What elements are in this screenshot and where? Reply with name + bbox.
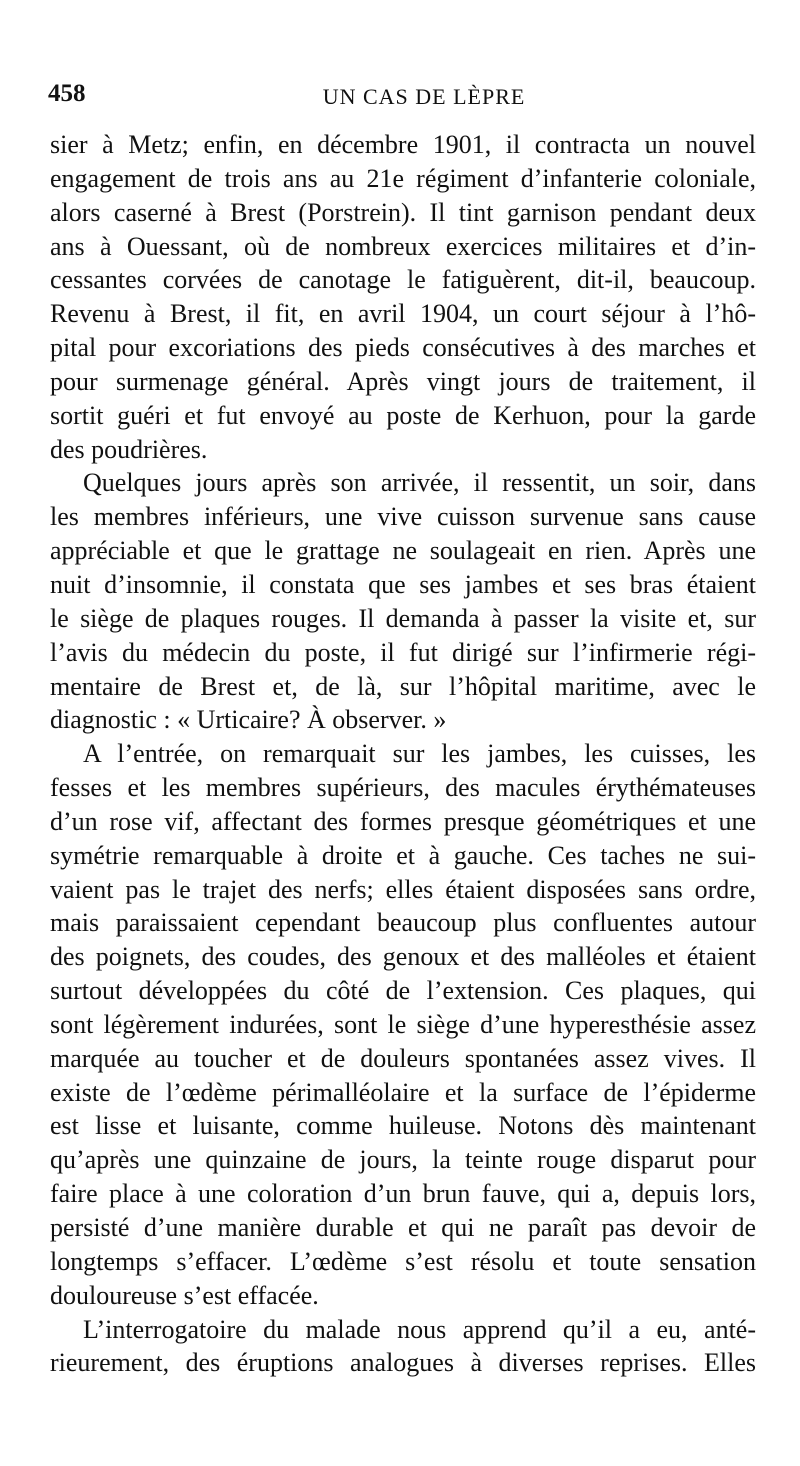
paragraph xyxy=(50,466,756,737)
text-line: le siège de plaques rouges. Il demanda à passer la visite et, sur xyxy=(50,603,756,633)
text-line: rieurement, des éruptions analogues à diverses reprises. Elles xyxy=(50,1348,756,1378)
text-line: marquée au toucher et de douleurs spontanées assez vives. Il xyxy=(50,1043,756,1073)
text-line: des poignets, des coudes, des genoux et des malléoles et étaient xyxy=(50,942,756,972)
body-text xyxy=(50,128,756,1380)
text-line: alors caserné à Brest (Porstrein). Il tint garnison pendant deux xyxy=(50,197,756,227)
text-line: des poudrières. xyxy=(50,434,208,464)
text-line: d’un rose vif, affectant des formes presque géométriques et une xyxy=(50,806,756,836)
text-line: A l’entrée, on remarquait sur les jambes, les cuisses, les xyxy=(83,739,756,769)
text-line: nuit d’insomnie, il constata que ses jambes et ses bras étaient xyxy=(50,569,756,599)
paragraph xyxy=(50,1313,756,1381)
text-line: l’avis du médecin du poste, il fut dirigé sur l’infirmerie régi- xyxy=(50,637,756,667)
text-line: vaient pas le trajet des nerfs; elles étaient disposées sans ordre, xyxy=(50,874,756,904)
text-line: pour surmenage général. Après vingt jours de traitement, il xyxy=(50,366,756,396)
text-line: mais paraissaient cependant beaucoup plus confluentes autour xyxy=(50,908,756,938)
text-line: surtout développées du côté de l’extension. Ces plaques, qui xyxy=(50,976,756,1006)
text-line: pital pour excoriations des pieds consécutives à des marches et xyxy=(50,333,756,363)
text-line: persisté d’une manière durable et qui ne paraît pas devoir de xyxy=(50,1213,756,1242)
text-line: les membres inférieurs, une vive cuisson survenue sans cause xyxy=(50,502,756,532)
page-number: 458 xyxy=(48,80,86,107)
text-line: sont légèrement indurées, sont le siège d’une hyperesthésie assez xyxy=(50,1009,756,1039)
text-line: sier à Metz; enfin, en décembre 1901, il contracta un nouvel xyxy=(50,130,756,159)
text-line: appréciable et que le grattage ne soulageait en rien. Après une xyxy=(50,536,756,566)
text-line: longtemps s’effacer. L’œdème s’est résolu et toute sensation xyxy=(50,1246,756,1276)
text-line: douloureuse s’est effacée. xyxy=(50,1280,319,1310)
text-line: mentaire de Brest et, de là, sur l’hôpital maritime, avec le xyxy=(50,671,756,701)
text-line: L’interrogatoire du malade nous apprend qu’il a eu, anté- xyxy=(83,1314,756,1344)
text-line: cessantes corvées de canotage le fatiguèrent, dit-il, beaucoup. xyxy=(50,265,756,295)
text-line: qu’après une quinzaine de jours, la teinte rouge disparut pour xyxy=(50,1145,756,1175)
text-line: sortit guéri et fut envoyé au poste de Kerhuon, pour la garde xyxy=(50,400,756,430)
text-line: engagement de trois ans au 21e régiment d’infanterie coloniale, xyxy=(50,163,756,193)
text-line: Revenu à Brest, il fit, en avril 1904, un court séjour à l’hô- xyxy=(50,299,756,329)
text-line: fesses et les membres supérieurs, des macules érythémateuses xyxy=(50,773,756,803)
running-head: UN CAS DE LÈPRE xyxy=(322,84,526,109)
text-line: est lisse et luisante, comme huileuse. Notons dès maintenant xyxy=(50,1111,756,1141)
paragraph xyxy=(50,737,756,1312)
text-line: ans à Ouessant, où de nombreux exercices militaires et d’in- xyxy=(50,231,756,261)
text-line: symétrie remarquable à droite et à gauche. Ces taches ne sui- xyxy=(50,840,756,870)
text-line: faire place à une coloration d’un brun fauve, qui a, depuis lors, xyxy=(50,1179,756,1209)
text-line: Quelques jours après son arrivée, il ressentit, un soir, dans xyxy=(83,468,756,498)
text-line: diagnostic : « Urticaire? À observer. » xyxy=(50,705,447,735)
text-line: existe de l’œdème périmalléolaire et la surface de l’épiderme xyxy=(50,1077,756,1107)
paragraph xyxy=(50,128,756,466)
page-header xyxy=(48,80,760,120)
